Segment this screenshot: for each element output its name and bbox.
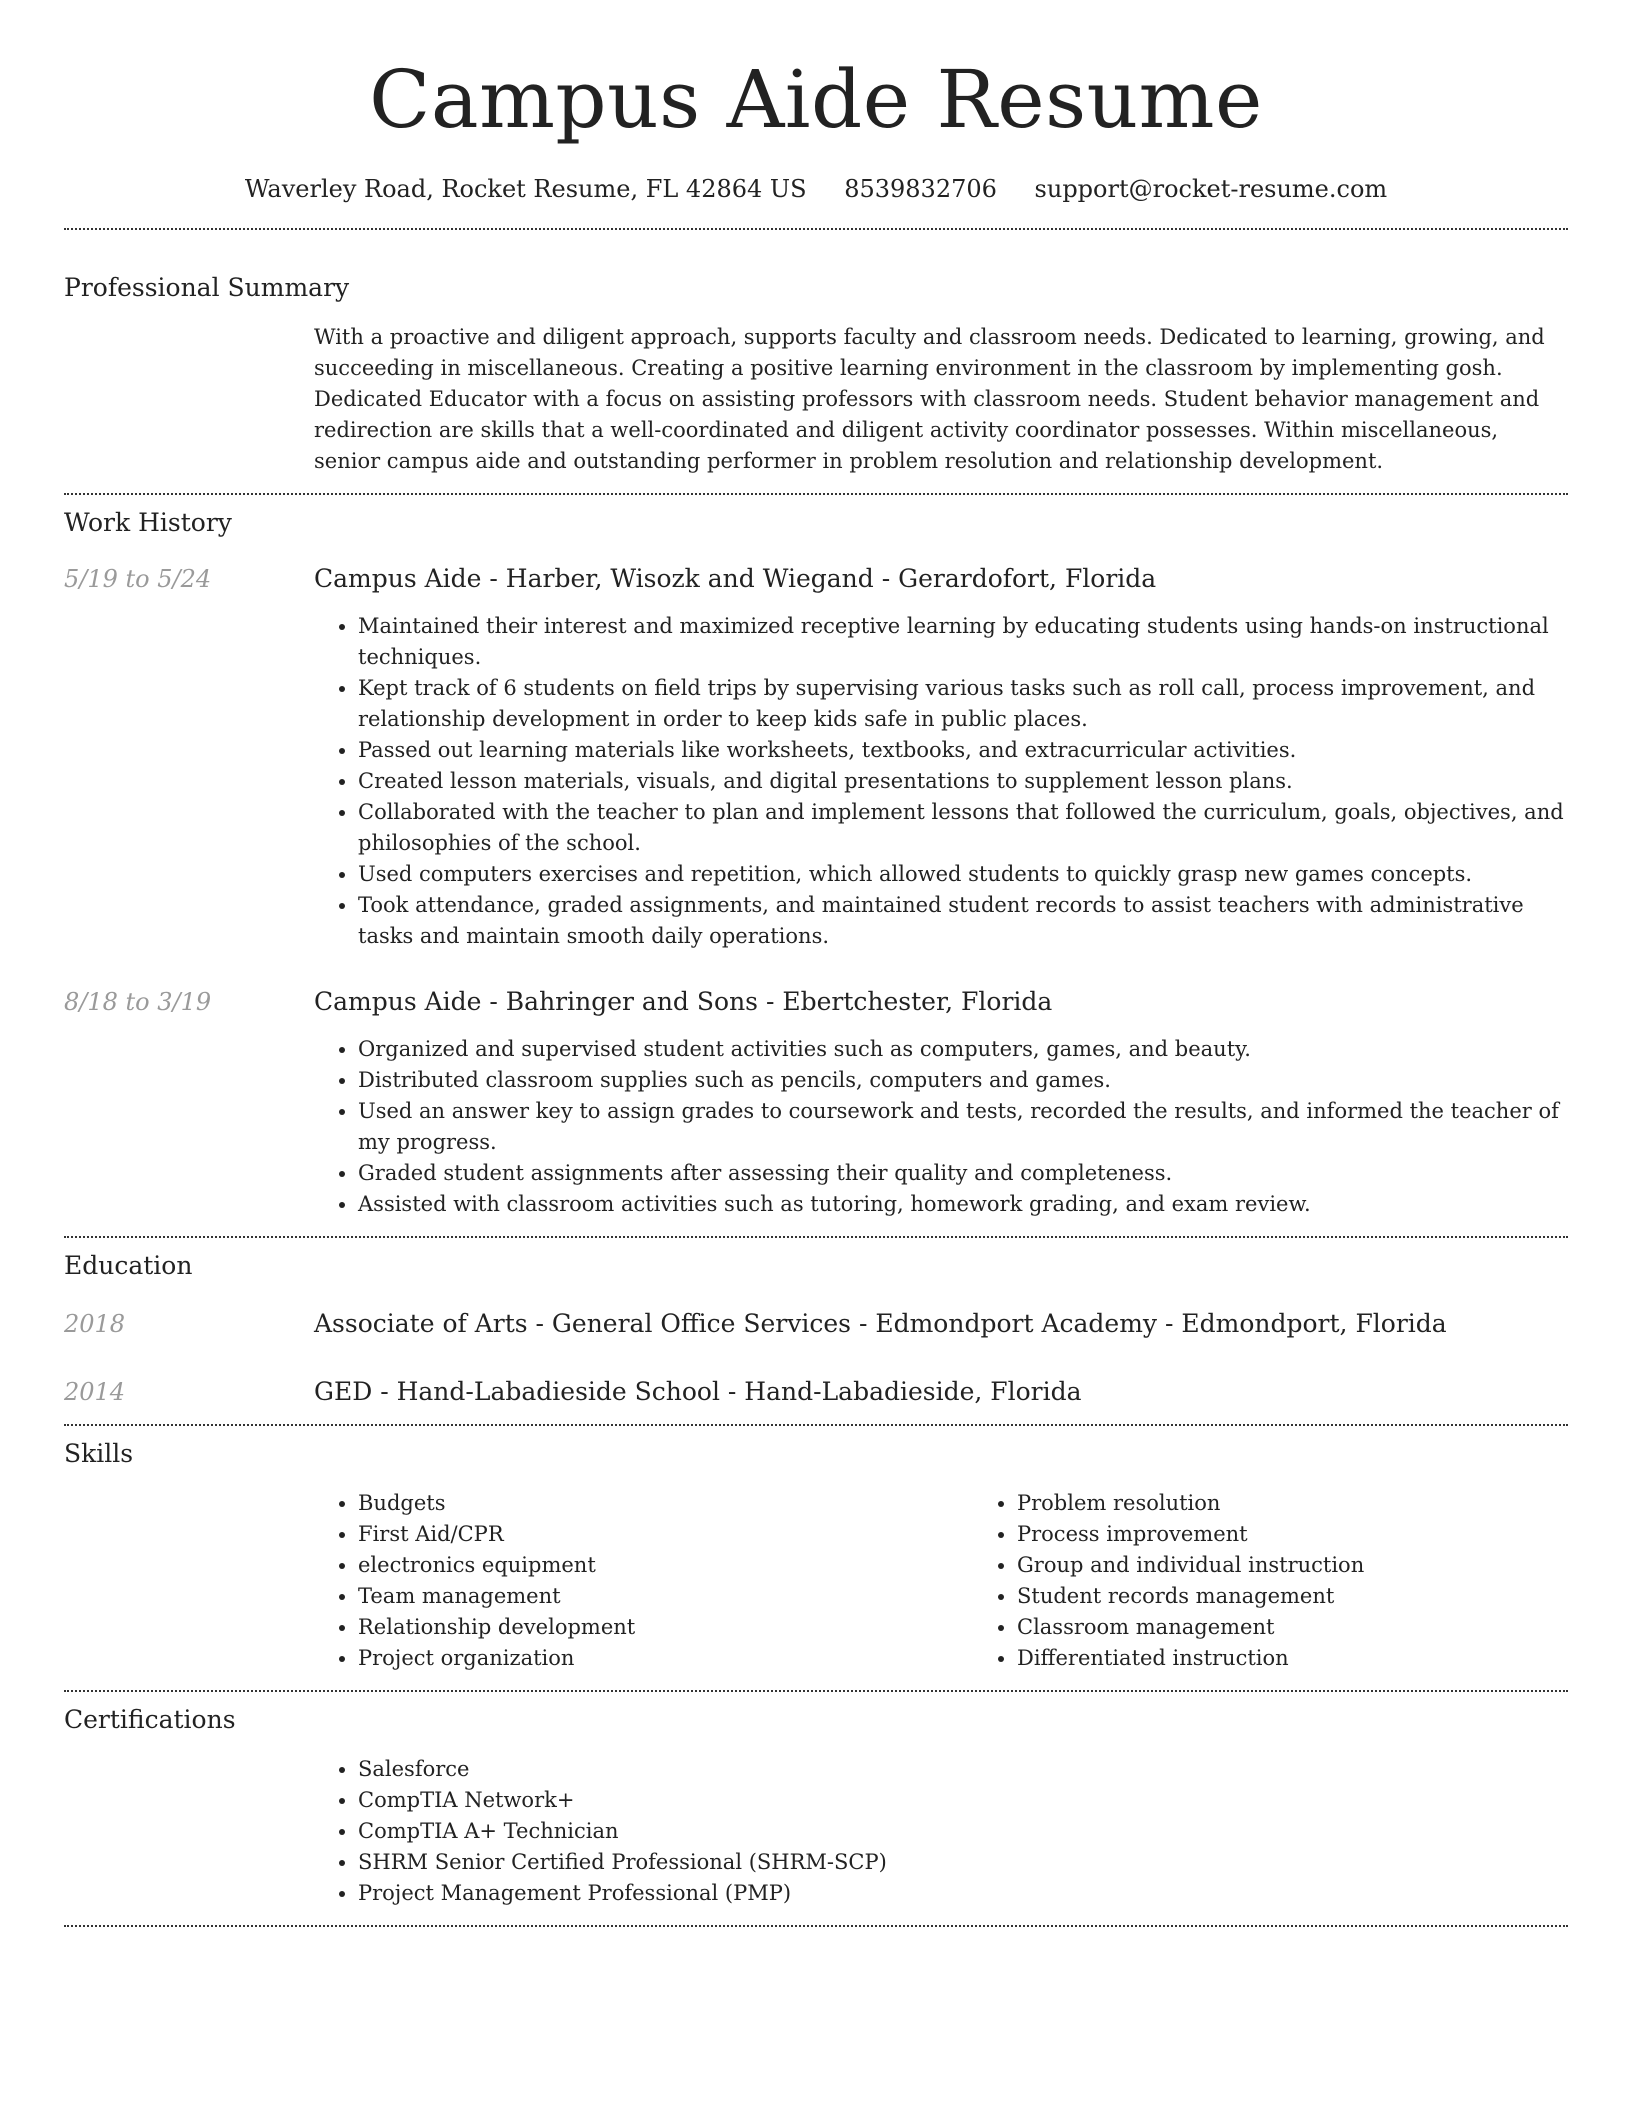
- section-divider: [64, 228, 1568, 230]
- education-entry: [64, 1376, 1568, 1408]
- section-divider: [64, 1690, 1568, 1692]
- list-item: • Used an answer key to assign grades to coursework and tests, recorded the results, and informed the teacher of my progress.: [358, 1096, 1568, 1158]
- education-section: [64, 1250, 1568, 1408]
- resume-header: [64, 0, 1568, 204]
- education-entry: [64, 1308, 1568, 1340]
- job-heading: Campus Aide - Harber, Wisozk and Wiegand - Gerardofort, Florida: [314, 564, 1157, 593]
- skills-list-right: [973, 1488, 1632, 1674]
- contact-email: support@rocket-resume.com: [1034, 175, 1388, 203]
- education-year: 2018: [64, 1310, 126, 1338]
- job-dates: 8/18 to 3/19: [64, 988, 212, 1016]
- job-entry: [64, 986, 1568, 1220]
- list-item: • Differentiated instruction: [1017, 1643, 1632, 1674]
- summary-heading: Professional Summary: [64, 273, 350, 302]
- skills-columns: [314, 1488, 1632, 1674]
- job-dates: 5/19 to 5/24: [64, 565, 212, 593]
- list-item: • First Aid/CPR: [358, 1519, 973, 1550]
- job-details: [314, 563, 1568, 952]
- list-item: • Problem resolution: [1017, 1488, 1632, 1519]
- work-heading: Work History: [64, 508, 232, 537]
- certifications-heading: Certifications: [64, 1705, 236, 1734]
- section-divider: [64, 1925, 1568, 1927]
- certifications-list: [314, 1754, 1568, 1909]
- list-item: • Kept track of 6 students on field trips by supervising various tasks such as roll call, process improvement, and relationship development in order to keep kids safe in public places.: [358, 673, 1568, 735]
- contact-address: Waverley Road, Rocket Resume, FL 42864 US: [244, 175, 807, 203]
- list-item: • Salesforce: [358, 1754, 1568, 1785]
- skills-list-left: [314, 1488, 973, 1674]
- certifications-row: [64, 1754, 1568, 1909]
- list-item: • Used computers exercises and repetition, which allowed students to quickly grasp new games concepts.: [358, 859, 1568, 890]
- list-item: • electronics equipment: [358, 1550, 973, 1581]
- list-item: • CompTIA Network+: [358, 1785, 1568, 1816]
- skills-heading: Skills: [64, 1439, 134, 1468]
- summary-section: [64, 272, 1568, 477]
- summary-text: With a proactive and diligent approach, supports faculty and classroom needs. Dedicated to learning, growing, and succeeding in miscellaneous. Creating a positive learning environment in the classroom by implementing gosh. Dedicated Educator with a focus on assisting professors with classroom needs. Student behavior management and redirection are skills that a well-coordinated and diligent activity coordinator possesses. Within miscellaneous, senior campus aide and outstanding performer in problem resolution and relationship development.: [314, 325, 1545, 473]
- list-item: • Budgets: [358, 1488, 973, 1519]
- list-item: • SHRM Senior Certified Professional (SHRM-SCP): [358, 1847, 1568, 1878]
- list-item: • Maintained their interest and maximized receptive learning by educating students using hands-on instructional techniques.: [358, 611, 1568, 673]
- job-bullets: [314, 1034, 1568, 1220]
- list-item: • Relationship development: [358, 1612, 973, 1643]
- list-item: • Took attendance, graded assignments, and maintained student records to assist teachers with administrative tasks and maintain smooth daily operations.: [358, 890, 1568, 952]
- summary-row: [64, 322, 1568, 477]
- list-item: • Passed out learning materials like worksheets, textbooks, and extracurricular activities.: [358, 735, 1568, 766]
- certifications-column: [314, 1754, 1568, 1909]
- list-item: • Graded student assignments after assessing their quality and completeness.: [358, 1158, 1568, 1189]
- list-item: • Project Management Professional (PMP): [358, 1878, 1568, 1909]
- list-item: • CompTIA A+ Technician: [358, 1816, 1568, 1847]
- job-entry: [64, 563, 1568, 952]
- list-item: • Group and individual instruction: [1017, 1550, 1632, 1581]
- education-heading-text: GED - Hand-Labadieside School - Hand-Labadieside, Florida: [314, 1377, 1082, 1406]
- list-item: • Student records management: [1017, 1581, 1632, 1612]
- resume-title: Campus Aide Resume: [369, 53, 1263, 146]
- certifications-section: [64, 1704, 1568, 1909]
- skills-row: [64, 1488, 1568, 1674]
- work-section: [64, 507, 1568, 1220]
- education-heading: Education: [64, 1251, 193, 1280]
- list-item: • Distributed classroom supplies such as pencils, computers and games.: [358, 1065, 1568, 1096]
- skills-section: [64, 1438, 1568, 1674]
- list-item: • Organized and supervised student activities such as computers, games, and beauty.: [358, 1034, 1568, 1065]
- list-item: • Project organization: [358, 1643, 973, 1674]
- education-heading-text: Associate of Arts - General Office Services - Edmondport Academy - Edmondport, Florida: [314, 1309, 1447, 1338]
- list-item: • Process improvement: [1017, 1519, 1632, 1550]
- section-divider: [64, 1236, 1568, 1238]
- list-item: • Created lesson materials, visuals, and digital presentations to supplement lesson plans.: [358, 766, 1568, 797]
- list-item: • Team management: [358, 1581, 973, 1612]
- contact-line: [64, 174, 1568, 204]
- job-bullets: [314, 611, 1568, 952]
- job-heading: Campus Aide - Bahringer and Sons - Ebertchester, Florida: [314, 987, 1053, 1016]
- job-details: [314, 986, 1568, 1220]
- education-year: 2014: [64, 1378, 126, 1406]
- list-item: • Assisted with classroom activities such as tutoring, homework grading, and exam review.: [358, 1189, 1568, 1220]
- section-divider: [64, 1424, 1568, 1426]
- list-item: • Collaborated with the teacher to plan and implement lessons that followed the curriculum, goals, objectives, and philosophies of the school.: [358, 797, 1568, 859]
- section-divider: [64, 493, 1568, 495]
- list-item: • Classroom management: [1017, 1612, 1632, 1643]
- contact-phone: 8539832706: [844, 175, 997, 203]
